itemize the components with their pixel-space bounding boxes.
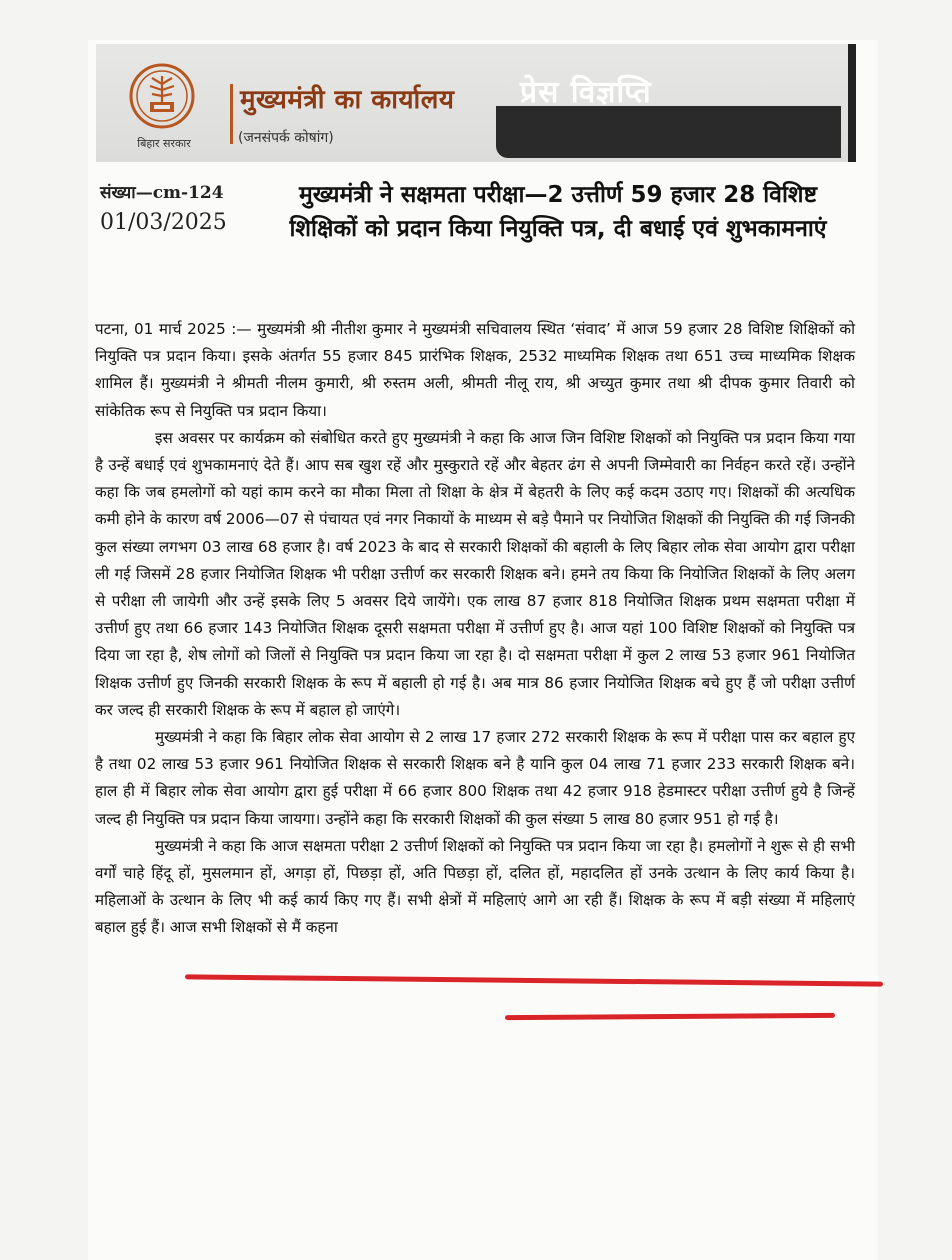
reference-number: संख्या—cm-124 xyxy=(100,183,224,203)
paragraph-3: मुख्यमंत्री ने कहा कि बिहार लोक सेवा आयोग से 2 लाख 17 हजार 272 सरकारी शिक्षक के रूप में परीक्षा पास कर बहाल हुए है तथा 02 लाख 53 हजार 961 नियोजित शिक्षक से सरकारी शिक्षक बने है यानि कुल 04 लाख 71 हजार 233 सरकारी शिक्षक बने। हाल ही में बिहार लोक सेवा आयोग द्वारा हुई परीक्षा में 66 हजार 800 शिक्षक तथा 42 हजार 918 हेडमास्टर परीक्षा उत्तीर्ण हुये है जिन्हें जल्द ही नियुक्ति पत्र प्रदान किया जायगा। उन्होंने कहा कि सरकारी शिक्षकों की कुल संख्या 5 लाख 80 हजार 951 हो गई है। xyxy=(95,728,855,828)
office-title: मुख्यमंत्री का कार्यालय xyxy=(240,85,455,115)
press-release-label: प्रेस विज्ञप्ति xyxy=(520,75,652,110)
article-body xyxy=(95,316,855,942)
logo-caption: बिहार सरकार xyxy=(137,137,191,150)
divider-bar xyxy=(230,84,233,144)
headline: मुख्यमंत्री ने सक्षमता परीक्षा—2 उत्तीर्ण 59 हजार 28 विशिष्ट शिक्षिकों को प्रदान किया नियुक्ति पत्र, दी बधाई एवं शुभकामनाएं xyxy=(289,182,827,242)
bihar-government-emblem xyxy=(128,62,196,130)
letterhead-banner xyxy=(96,44,856,162)
paragraph-1: पटना, 01 मार्च 2025 :— मुख्यमंत्री श्री नीतीश कुमार ने मुख्यमंत्री सचिवालय स्थित ‘संवाद’ में आज 59 हजार 28 विशिष्ट शिक्षिकों को नियुक्ति पत्र प्रदान किया। इसके अंतर्गत 55 हजार 845 प्रारंभिक शिक्षक, 2532 माध्यमिक शिक्षक तथा 651 उच्च माध्यमिक शिक्षक शामिल हैं। मुख्यमंत्री ने श्रीमती नीलम कुमारी, श्री रुस्तम अली, श्रीमती नीलू राय, श्री अच्युत कुमार तथा श्री दीपक कुमार तिवारी को सांकेतिक रूप से नियुक्ति पत्र प्रदान किया। xyxy=(95,320,855,420)
office-subtitle: (जनसंपर्क कोषांग) xyxy=(238,130,334,146)
release-date: 01/03/2025 xyxy=(100,210,227,235)
paragraph-2: इस अवसर पर कार्यक्रम को संबोधित करते हुए मुख्यमंत्री ने कहा कि आज जिन विशिष्ट शिक्षकों को नियुक्ति पत्र प्रदान किया गया है उन्हें बधाई एवं शुभकामनाएं देते हैं। आप सब खुश रहें और मुस्कुराते रहें और बेहतर ढंग से अपनी जिम्मेवारी का निर्वहन करते रहें। उन्होंने कहा कि जब हमलोगों को यहां काम करने का मौका मिला तो शिक्षा के क्षेत्र में बेहतरी के लिए कई कदम उठाए गए। शिक्षकों की अत्यधिक कमी होने के कारण वर्ष 2006—07 से पंचायत एवं नगर निकायों के माध्यम से बड़े पैमाने पर नियोजित शिक्षकों की नियुक्ति की गई जिनकी कुल संख्या लगभग 03 लाख 68 हजार है। वर्ष 2023 के बाद से सरकारी शिक्षकों की बहाली के लिए बिहार लोक सेवा आयोग द्वारा परीक्षा ली गई जिसमें 28 हजार नियोजित शिक्षक भी परीक्षा उत्तीर्ण कर सरकारी शिक्षक बने। हमने तय किया कि नियोजित शिक्षकों के लिए अलग से परीक्षा ली जायेगी और उन्हें इसके लिए 5 अवसर दिये जायेंगे। एक लाख 87 हजार 818 नियोजित शिक्षक प्रथम सक्षमता परीक्षा में उत्तीर्ण हुए तथा 66 हजार 143 नियोजित शिक्षक दूसरी सक्षमता परीक्षा में उत्तीर्ण हुए है। आज यहां 100 विशिष्ट शिक्षकों को नियुक्ति पत्र दिया जा रहा है, शेष लोगों को जिलों से नियुक्ति पत्र प्रदान किया जा रहा है। दो सक्षमता परीक्षा में कुल 2 लाख 53 हजार 961 नियोजित शिक्षक उत्तीर्ण हुए जिनकी सरकारी शिक्षक के रूप में बहाली हो गई है। अब मात्र 86 हजार नियोजित शिक्षक बचे हुए हैं जो परीक्षा उत्तीर्ण कर जल्द ही सरकारी शिक्षक के रूप में बहाल हो जाएंगे। xyxy=(95,428,855,719)
paragraph-4: मुख्यमंत्री ने कहा कि आज सक्षमता परीक्षा 2 उत्तीर्ण शिक्षकों को नियुक्ति पत्र प्रदान किया जा रहा है। हमलोगों ने शुरू से ही सभी वर्गों चाहे हिंदू हों, मुसलमान हों, अगड़ा हों, पिछड़ा हों, अति पिछड़ा हों, दलित हों, महादलित हों उनके उत्थान के लिए कार्य किया है। महिलाओं के उत्थान के लिए भी कई कार्य किए गए हैं। सभी क्षेत्रों में महिलाएं आगे आ रही हैं। शिक्षक के रूप में बड़ी संख्या में महिलाएं बहाल हुई हैं। आज सभी शिक्षकों से मैं कहना xyxy=(95,836,855,937)
press-release-box xyxy=(496,106,841,158)
